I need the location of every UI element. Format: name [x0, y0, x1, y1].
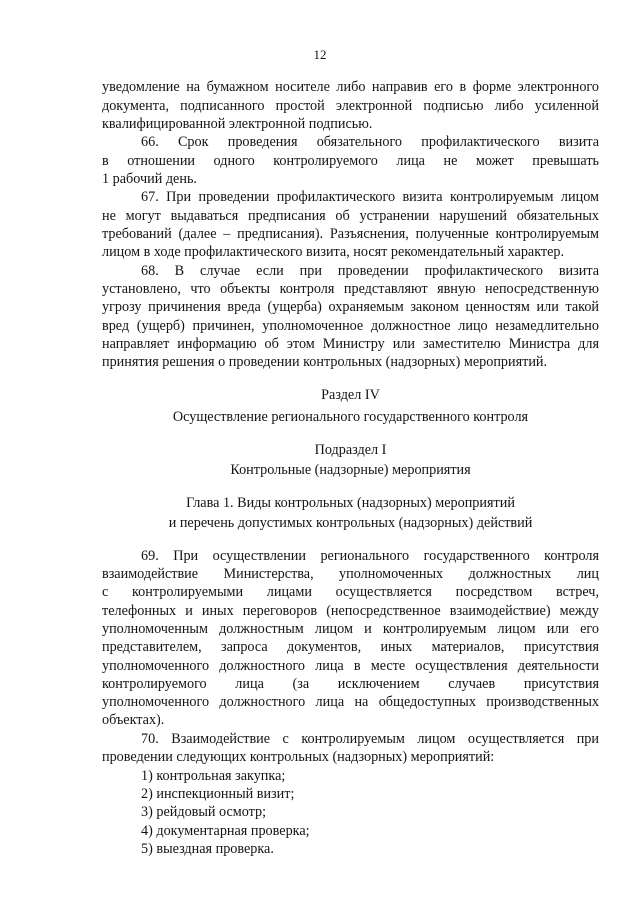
para-69-line: с контролируемыми лицами осуществляется посредством встреч, [102, 584, 599, 600]
para-70-line: проведении следующих контрольных (надзорных) мероприятий: [102, 749, 495, 765]
para-70-line: 70. Взаимодействие с контролируемым лицом осуществляется при [141, 731, 599, 747]
subsection-heading: Подраздел I [314, 442, 387, 458]
page-number: 12 [313, 47, 327, 62]
list-item: 3) рейдовый осмотр; [141, 804, 267, 820]
para-69-line: уполномоченным должностным лицом и контролируемым лицом или его [102, 621, 599, 637]
list-item: 5) выездная проверка. [141, 841, 274, 857]
para-69-line: взаимодействие Министерства, уполномоченных должностных лиц [102, 566, 599, 582]
para-69-line: телефонных и иных переговоров (непосредственное взаимодействие) между [102, 603, 599, 619]
para-69-line: объектах). [102, 712, 165, 728]
para-69-line: 69. При осуществлении регионального государственного контроля [141, 548, 599, 564]
para-69-line: представителем, запроса документов, иных материалов, присутствия [102, 639, 599, 655]
list-item: 2) инспекционный визит; [141, 786, 295, 802]
chapter-title: и перечень допустимых контрольных (надзорных) действий [168, 515, 533, 531]
para-68-line: вред (ущерб) причинен, уполномоченное должностное лицо незамедлительно [102, 318, 599, 334]
para-69-line: контролируемого лица (за исключением случаев присутствия [102, 676, 599, 692]
para-66-line: 66. Срок проведения обязательного профилактического визита [141, 134, 599, 150]
list-item: 1) контрольная закупка; [141, 768, 286, 784]
para-67-line: не могут выдаваться предписания об устранении нарушений обязательных [102, 208, 599, 224]
para-65-line: квалифицированной электронной подписью. [102, 116, 373, 132]
para-68-line: угрозу причинения вреда (ущерба) охраняемым законом ценностям или такой [102, 299, 599, 315]
para-68-line: направляет информацию об этом Министру или заместителю Министра для [102, 336, 599, 352]
list-item: 4) документарная проверка; [141, 823, 310, 839]
para-67-line: требований (далее – предписания). Разъяснения, полученные контролируемым [102, 226, 599, 242]
para-69-line: уполномоченного должностного лица в месте осуществления деятельности [102, 658, 599, 674]
para-66-line: 1 рабочий день. [102, 171, 197, 187]
para-68-line: 68. В случае если при проведении профилактического визита [141, 263, 599, 279]
para-68-line: установлено, что объекты контроля представляют явную непосредственную [102, 281, 599, 297]
para-65-line: уведомление на бумажном носителе либо направив его в форме электронного [102, 79, 599, 95]
para-66-line: в отношении одного контролируемого лица не может превышать [102, 153, 599, 169]
para-68-line: принятия решения о проведении контрольных (надзорных) мероприятий. [102, 354, 548, 370]
para-69-line: уполномоченного должностного лица на общедоступных производственных [102, 694, 599, 710]
section-heading: Раздел IV [321, 387, 380, 403]
section-title: Осуществление регионального государственного контроля [172, 409, 529, 425]
para-67-line: лицом в ходе профилактического визита, носят рекомендательный характер. [102, 244, 565, 260]
para-67-line: 67. При проведении профилактического визита контролируемым лицом [141, 189, 599, 205]
subsection-title: Контрольные (надзорные) мероприятия [230, 462, 471, 478]
para-65-line: документа, подписанного простой электронной подписью либо усиленной [102, 98, 599, 114]
chapter-title: Глава 1. Виды контрольных (надзорных) мероприятий [186, 495, 515, 511]
